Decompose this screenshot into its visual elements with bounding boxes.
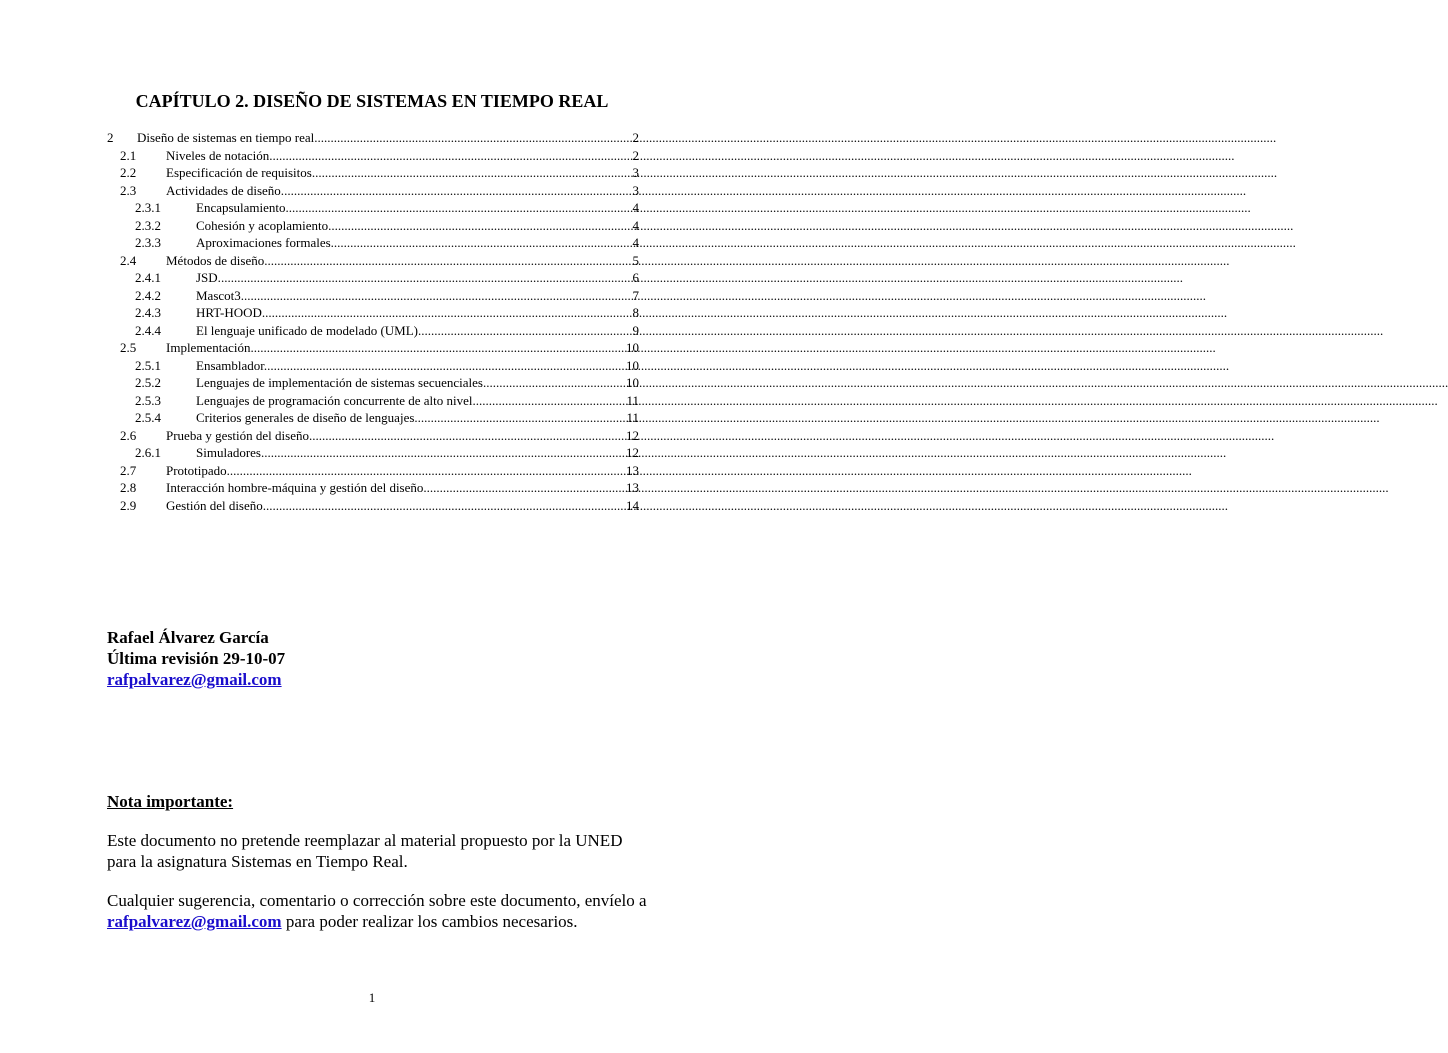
toc-entry-number: 2.5.2 [135, 375, 161, 390]
toc-dot-leader [267, 357, 624, 375]
toc-entry[interactable] [107, 374, 639, 392]
toc-entry-page: 13 [626, 480, 639, 495]
toc-entry[interactable] [107, 357, 639, 375]
page-number: 1 [368, 990, 376, 1005]
toc-entry-number: 2.4.2 [135, 287, 161, 303]
toc-entry-page: 2 [632, 147, 639, 163]
toc-entry[interactable] [107, 497, 639, 515]
toc-entry[interactable] [107, 269, 639, 287]
toc-entry[interactable] [107, 147, 639, 165]
toc-dot-leader [418, 409, 625, 427]
toc-entry-page: 14 [626, 497, 639, 513]
toc-dot-leader [265, 304, 630, 322]
toc-entry-number: 2.4.1 [135, 270, 161, 285]
toc-entry-number: 2.4.3 [135, 305, 161, 320]
toc-entry-page: 4 [632, 200, 639, 215]
toc-entry[interactable] [107, 182, 639, 200]
toc-entry-number: 2.8 [120, 480, 137, 495]
toc-entry[interactable] [107, 462, 639, 480]
toc-dot-leader [289, 199, 631, 217]
toc-entry-page: 3 [632, 165, 639, 180]
toc-entry-title: JSD. [196, 270, 221, 285]
toc-entry-title: Niveles de notación. [166, 147, 273, 163]
toc-entry-title: El lenguaje unificado de modelado (UML). [196, 322, 422, 338]
author-name: Rafael Álvarez García [107, 628, 269, 647]
toc-dot-leader [331, 217, 630, 235]
toc-entry-page: 5 [632, 252, 639, 268]
toc-entry-title: Implementación. [166, 340, 254, 355]
toc-dot-leader [221, 269, 631, 287]
table-of-contents [107, 129, 639, 514]
toc-entry-title: Simuladores. [196, 445, 265, 460]
toc-entry-page: 7 [632, 287, 639, 303]
toc-entry-title: Encapsulamiento. [196, 200, 289, 215]
page-title: CAPÍTULO 2. DISEÑO DE SISTEMAS EN TIEMPO REAL [135, 91, 609, 111]
toc-entry[interactable] [107, 234, 639, 252]
note-paragraph-contact [107, 890, 647, 932]
contact-email-link[interactable]: rafpalvarez@gmail.com [107, 912, 282, 931]
toc-dot-leader [312, 427, 624, 445]
toc-entry-number: 2.4 [120, 252, 137, 268]
toc-entry-number: 2.5 [120, 340, 137, 355]
toc-entry-number: 2.3.3 [135, 235, 161, 250]
note-paragraph-disclaimer: Este documento no pretende reemplazar al material propuesto por la UNED para la asignatura Sistemas en Tiempo Real. [107, 831, 623, 871]
toc-entry-number: 2 [107, 130, 114, 145]
toc-entry-number: 2.6.1 [135, 445, 161, 460]
toc-entry-page: 9 [632, 322, 639, 338]
toc-entry[interactable] [107, 199, 639, 217]
toc-entry-title: Prototipado. [166, 462, 230, 478]
toc-dot-leader [254, 339, 624, 357]
toc-entry-title: Criterios generales de diseño de lenguajes. [196, 410, 418, 425]
toc-dot-leader [264, 444, 624, 462]
toc-entry-title: Cohesión y acoplamiento. [196, 217, 332, 233]
revision-date: Última revisión 29-10-07 [107, 649, 286, 668]
toc-entry[interactable] [107, 217, 639, 235]
toc-dot-leader [267, 252, 630, 270]
toc-entry[interactable] [107, 479, 639, 497]
toc-entry-page: 12 [626, 427, 639, 443]
toc-entry[interactable] [107, 164, 639, 182]
toc-entry-page: 6 [632, 270, 639, 285]
toc-entry-title: Aproximaciones formales. [196, 235, 334, 250]
toc-entry-title: Lenguajes de programación concurrente de alto nivel. [196, 392, 476, 408]
toc-entry-title: Gestión del diseño. [166, 497, 267, 513]
toc-dot-leader [230, 462, 624, 480]
toc-entry-title: HRT-HOOD. [196, 305, 266, 320]
toc-dot-leader [486, 374, 624, 392]
note-heading: Nota importante: [107, 792, 234, 811]
toc-entry-number: 2.5.4 [135, 410, 161, 425]
toc-entry[interactable] [107, 339, 639, 357]
toc-entry[interactable] [107, 322, 639, 340]
toc-entry-number: 2.2 [120, 165, 137, 180]
toc-dot-leader [315, 164, 630, 182]
toc-entry-number: 2.5.1 [135, 357, 161, 373]
toc-entry[interactable] [107, 444, 639, 462]
toc-entry-number: 2.4.4 [135, 322, 161, 338]
toc-entry-number: 2.5.3 [135, 392, 161, 408]
toc-entry-page: 11 [626, 410, 639, 425]
toc-entry-page: 4 [632, 235, 639, 250]
toc-dot-leader [427, 479, 624, 497]
toc-entry-title: Lenguajes de implementación de sistemas secuenciales. [196, 375, 487, 390]
toc-entry-number: 2.6 [120, 427, 137, 443]
toc-entry[interactable] [107, 252, 639, 270]
toc-entry-page: 10 [626, 375, 639, 390]
toc-entry-title: Métodos de diseño. [166, 252, 268, 268]
toc-entry-number: 2.7 [120, 462, 137, 478]
toc-entry-title: Ensamblador. [196, 357, 268, 373]
toc-entry-title: Actividades de diseño. [166, 182, 285, 198]
toc-entry-page: 8 [632, 305, 639, 320]
toc-entry-page: 4 [632, 217, 639, 233]
author-email-link[interactable]: rafpalvarez@gmail.com [107, 670, 282, 689]
toc-dot-leader [273, 147, 631, 165]
contact-text-after: para poder realizar los cambios necesarios. [281, 912, 578, 931]
toc-entry-number: 2.3.2 [135, 217, 161, 233]
author-block [107, 627, 285, 690]
toc-dot-leader [334, 234, 631, 252]
toc-entry-page: 3 [632, 182, 639, 198]
toc-entry[interactable] [107, 392, 639, 410]
toc-dot-leader [266, 497, 624, 515]
toc-entry-title: Interacción hombre-máquina y gestión del diseño. [166, 480, 427, 495]
toc-entry-title: Diseño de sistemas en tiempo real [137, 130, 315, 145]
toc-entry[interactable] [107, 129, 639, 147]
toc-entry-page: 13 [626, 462, 639, 478]
toc-entry[interactable] [107, 287, 639, 305]
toc-entry-number: 2.3 [120, 182, 137, 198]
toc-entry[interactable] [107, 427, 639, 445]
toc-entry-number: 2.1 [120, 147, 137, 163]
toc-dot-leader [476, 392, 625, 410]
toc-entry[interactable] [107, 409, 639, 427]
toc-dot-leader [244, 287, 630, 305]
toc-entry[interactable] [107, 304, 639, 322]
toc-dot-leader [421, 322, 630, 340]
toc-entry-number: 2.3.1 [135, 200, 161, 215]
toc-entry-title: Mascot3. [196, 287, 245, 303]
toc-entry-page: 11 [626, 392, 639, 408]
toc-entry-number: 2.9 [120, 497, 137, 513]
toc-entry-page: 2 [632, 130, 639, 145]
toc-entry-page: 10 [626, 357, 639, 373]
toc-entry-title: Especificación de requisitos. [166, 165, 316, 180]
toc-entry-page: 10 [626, 340, 639, 355]
toc-entry-page: 12 [626, 445, 639, 460]
contact-text-before: Cualquier sugerencia, comentario o corrección sobre este documento, envíelo a [107, 891, 647, 910]
toc-entry-title: Prueba y gestión del diseño. [166, 427, 313, 443]
toc-dot-leader [314, 129, 630, 147]
toc-dot-leader [284, 182, 630, 200]
